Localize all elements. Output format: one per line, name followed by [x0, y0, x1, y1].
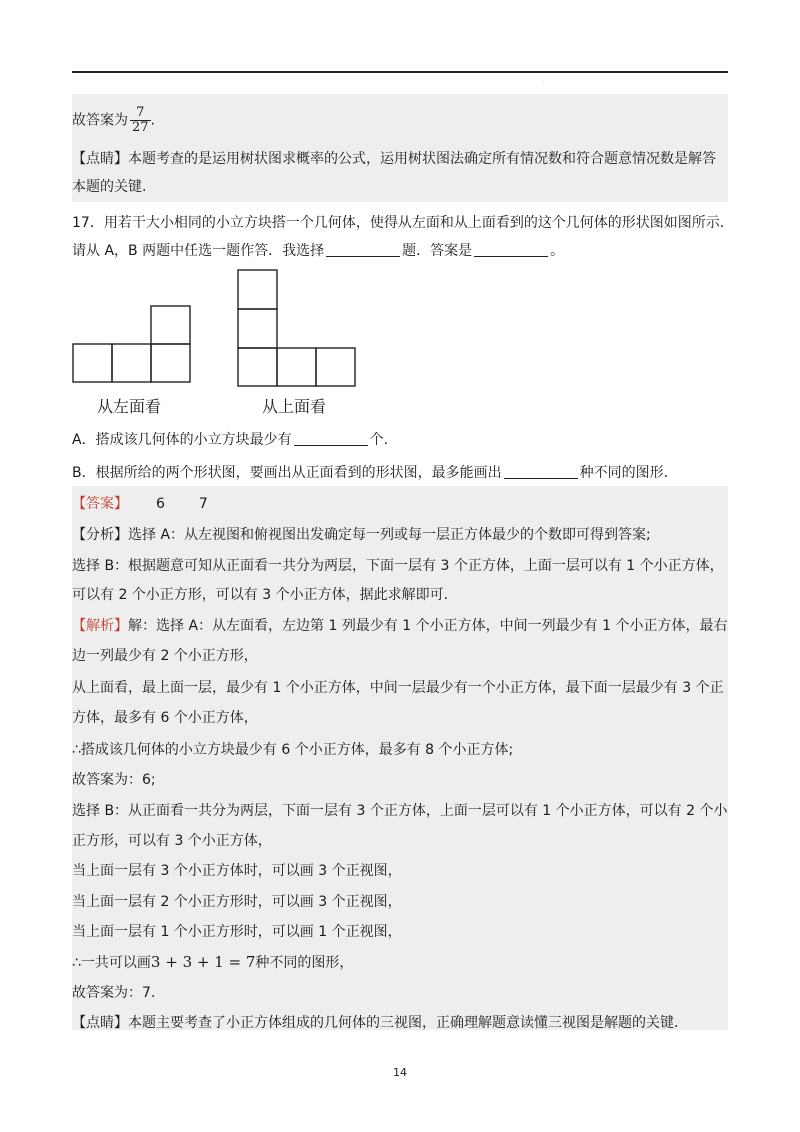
- dianjing1-line2: 本题的关键.: [72, 179, 147, 195]
- left-view-figure: [73, 306, 190, 382]
- left-view-square: [73, 344, 112, 382]
- answer-a: 6: [156, 496, 165, 512]
- dianjing1-tag: 【点睛】: [72, 151, 128, 167]
- option-a: A．搭成该几何体的小立方块最少有 个.: [72, 432, 389, 448]
- answer-line: [72, 494, 208, 514]
- blank-option-a: [294, 431, 368, 446]
- jiexi-line12: ∴一共可以画3 + 3 + 1 = 7种不同的图形，: [72, 953, 354, 971]
- jiexi-line9: 当上面一层有 3 个小正方体时，可以画 3 个正视图，: [72, 863, 402, 879]
- jiexi-line4: 方体，最多有 6 个小正方体，: [72, 710, 258, 726]
- jiexi-line13: 故答案为：7.: [72, 985, 156, 1001]
- jiexi-line2: 边一列最少有 2 个小正方形，: [72, 648, 258, 664]
- header-dot: ·: [542, 80, 544, 87]
- q17-line2: 请从 A，B 两题中任选一题作答．我选择 题．答案是 。: [72, 243, 565, 259]
- jiexi-line10: 当上面一层有 2 个小正方形时，可以画 3 个正视图，: [72, 894, 402, 910]
- dianjing1-line1: 【点睛】本题考查的是运用树状图求概率的公式，运用树状图法确定所有情况数和符合题意情况数是解答: [72, 151, 716, 167]
- answer-tag: 【答案】: [72, 496, 128, 512]
- jiexi-line3: 从上面看，最上面一层，最少有 1 个小正方体，中间一层最少有一个小正方体，最下面一层最少有 3 个正: [72, 680, 724, 696]
- fraction: $\frac{7}{27}$: [132, 105, 149, 135]
- top-view-square: [277, 348, 316, 386]
- top-view-square: [316, 348, 355, 386]
- q17-line1: 17．用若干大小相同的小立方块搭一个几何体，使得从左面和从上面看到的这个几何体的形状图如图所示.: [72, 215, 725, 231]
- jiexi-line7: 选择 B：从正面看一共分为两层，下面一层有 3 个正方体，上面一层可以有 1 个小正方体，可以有 2 个小: [72, 803, 728, 819]
- left-view-square: [151, 344, 190, 382]
- answer-b: 7: [198, 496, 208, 512]
- fenxi-line1: 【分析】选择 A：从左视图和俯视图出发确定每一列或每一层正方体最少的个数即可得到答案;: [72, 527, 651, 543]
- left-view-square: [151, 306, 190, 344]
- left-view-label: 从左面看: [97, 397, 162, 416]
- jiexi-line11: 当上面一层有 1 个小正方形时，可以画 1 个正视图，: [72, 924, 402, 940]
- jiexi-line8: 正方形，可以有 3 个小正方体，: [72, 833, 272, 849]
- jiexi-tag: 【解析】: [72, 618, 128, 634]
- top-view-square: [238, 309, 277, 348]
- fenxi-line2: 选择 B：根据题意可知从正面看一共分为两层，下面一层有 3 个正方体，上面一层可以有 1 个小正方体，: [72, 558, 724, 574]
- page-number: 14: [393, 1066, 407, 1079]
- top-view-label: 从上面看: [262, 397, 327, 416]
- top-view-figure: [238, 270, 355, 386]
- blank-option-b: [504, 464, 578, 479]
- dianjing2-line: 【点睛】本题主要考查了小正方体组成的几何体的三视图，正确理解题意读懂三视图是解题的关键.: [72, 1015, 679, 1031]
- jiexi-line5: ∴搭成该几何体的小立方块最少有 6 个小正方体，最多有 8 个小正方体;: [72, 742, 514, 758]
- option-b: B．根据所给的两个形状图，要画出从正面看到的形状图，最多能画出 种不同的图形.: [72, 465, 669, 481]
- prev-answer-line: 故答案为 $\frac{7}{27}$ .: [72, 105, 155, 135]
- top-view-square: [238, 270, 277, 309]
- fenxi-tag: 【分析】: [72, 527, 128, 543]
- dianjing2-tag: 【点睛】: [72, 1015, 128, 1031]
- jiexi-line6: 故答案为：6;: [72, 772, 156, 788]
- math-expression: 3 + 3 + 1 = 7: [150, 953, 256, 971]
- fenxi-line3: 可以有 2 个小正方形，可以有 3 个小正方体，据此求解即可.: [72, 587, 449, 603]
- jiexi-line1: 【解析】解：选择 A：从左面看，左边第 1 列最少有 1 个小正方体，中间一列最少有 1 个小正方体，最右: [72, 618, 728, 634]
- left-view-square: [112, 344, 151, 382]
- top-view-square: [238, 348, 277, 386]
